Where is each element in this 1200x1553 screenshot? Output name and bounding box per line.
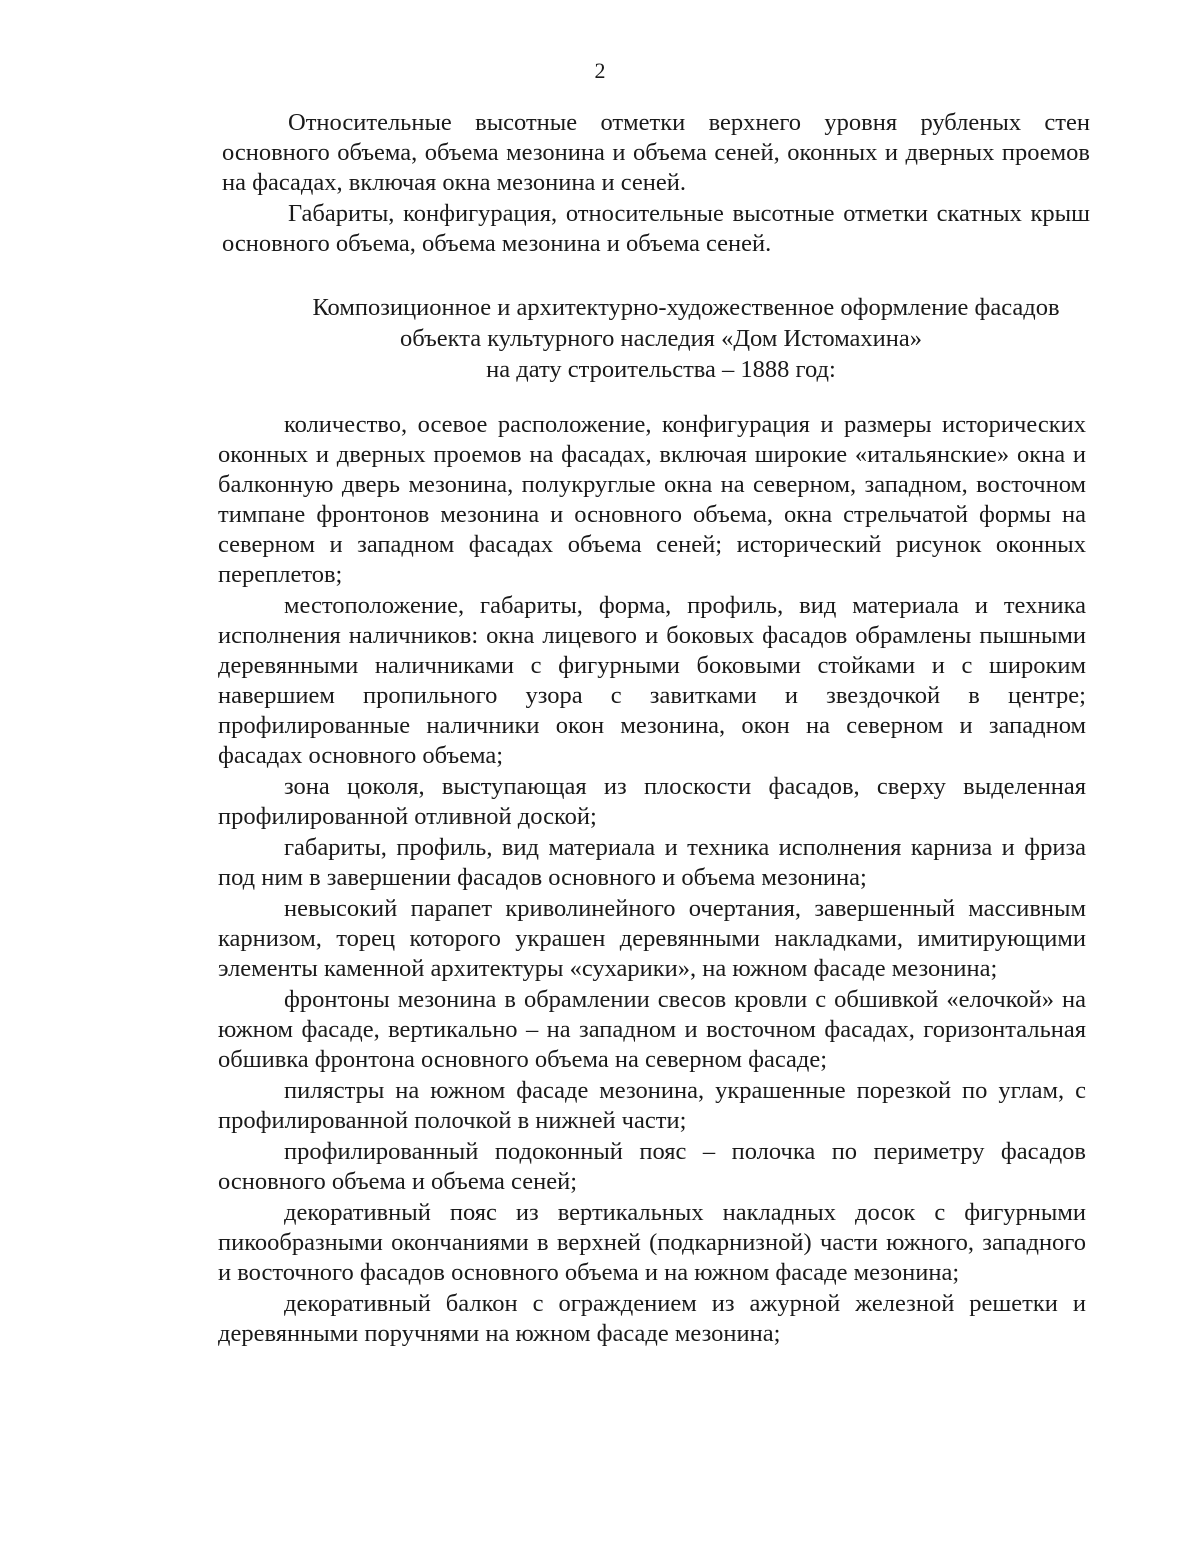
list-item: профилированный подоконный пояс – полочка по периметру фасадов основного объема и объема сеней; — [218, 1138, 1086, 1195]
list-item: декоративный пояс из вертикальных накладных досок с фигурными пикообразными окончаниями в верхней (подкарнизной) части южного, западного и восточного фасадов основного объема и на южном фасаде мезонина; — [218, 1199, 1086, 1286]
list-item: габариты, профиль, вид материала и техника исполнения карниза и фриза под ним в завершении фасадов основного и объема мезонина; — [218, 834, 1086, 891]
intro-section — [222, 108, 1090, 260]
section-heading — [222, 292, 1090, 385]
intro-paragraph: Относительные высотные отметки верхнего уровня рубленых стен основного объема, объема мезонина и объема сеней, оконных и дверных проемов на фасадах, включая окна мезонина и сеней. — [222, 109, 1090, 196]
list-item: фронтоны мезонина в обрамлении свесов кровли с обшивкой «елочкой» на южном фасаде, вертикально – на западном и восточном фасадах, горизонтальная обшивка фронтона основного объема на северном фасаде; — [218, 986, 1086, 1073]
list-item: количество, осевое расположение, конфигурация и размеры исторических оконных и дверных проемов на фасадах, включая широкие «итальянские» окна и балконную дверь мезонина, полукруглые окна на северном, западном, восточном тимпане фронтонов мезонина и основного объема, окна стрельчатой формы на северном и западном фасадах объема сеней; исторический рисунок оконных переплетов; — [218, 411, 1086, 588]
list-item: невысокий парапет криволинейного очертания, завершенный массивным карнизом, торец которого украшен деревянными накладками, имитирующими элементы каменной архитектуры «сухарики», на южном фасаде мезонина; — [218, 895, 1086, 982]
list-item: пилястры на южном фасаде мезонина, украшенные порезкой по углам, с профилированной полочкой в нижней части; — [218, 1077, 1086, 1134]
heading-line: объекта культурного наследия «Дом Истомахина» — [399, 325, 922, 352]
page-number: 2 — [594, 58, 606, 83]
heading-line: Композиционное и архитектурно-художественное оформление фасадов — [312, 294, 1060, 321]
list-item: зона цоколя, выступающая из плоскости фасадов, сверху выделенная профилированной отливной доской; — [218, 773, 1086, 830]
intro-paragraph: Габариты, конфигурация, относительные высотные отметки скатных крыш основного объема, объема мезонина и объема сеней. — [222, 200, 1090, 257]
protected-features-list — [218, 410, 1086, 1350]
list-item: местоположение, габариты, форма, профиль, вид материала и техника исполнения наличников: окна лицевого и боковых фасадов обрамлены пышными деревянными наличниками с фигурными боковыми стойками и с широким навершием пропильного узора с завитками и звездочкой в центре; профилированные наличники окон мезонина, окон на северном и западном фасадах основного объема; — [218, 592, 1086, 769]
heading-line: на дату строительства – 1888 год: — [486, 356, 836, 383]
list-item: декоративный балкон с ограждением из ажурной железной решетки и деревянными поручнями на южном фасаде мезонина; — [218, 1290, 1086, 1347]
